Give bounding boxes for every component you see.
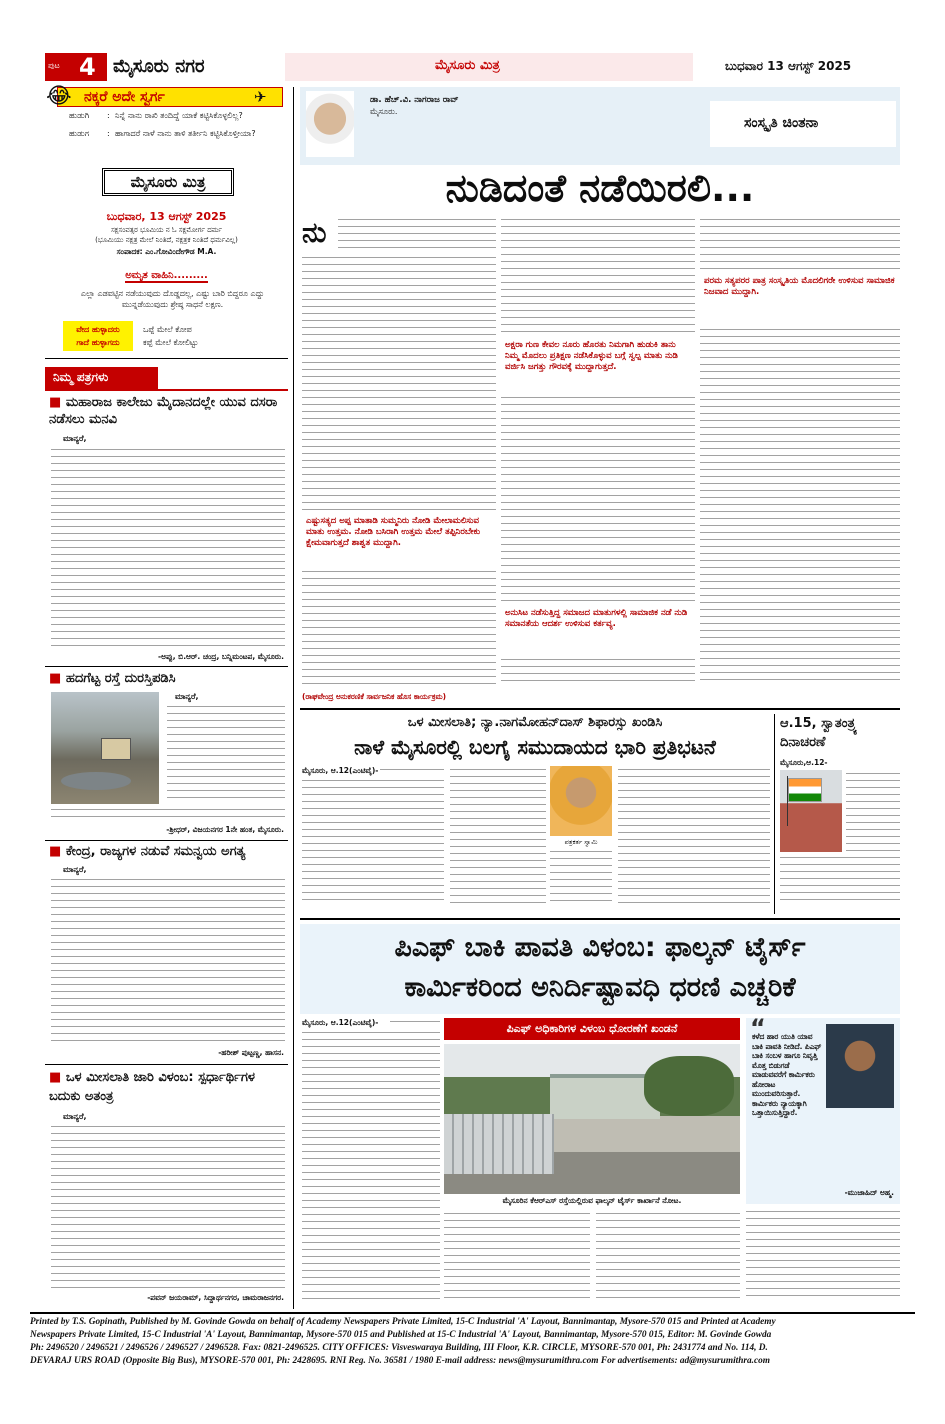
amrutha-title-text: ಅಮೃತ ವಾಹಿನಿ......... [125, 270, 208, 281]
joke-row [69, 111, 284, 127]
road-photo [51, 692, 159, 804]
joke-row [69, 129, 284, 145]
story3-quoted-person-photo [826, 1024, 894, 1108]
joke-line: ನಿನ್ನೆ ನಾನು ರಾಖಿ ತಂದಿದ್ದೆ ಯಾಕೆ ಕಟ್ಟಿಸಿಕೊಳ್ಳಲಿಲ್ಲ? [115, 111, 243, 120]
letter-sign: -ಶ್ರೀಧರ್, ವಿಜಯನಗರ 1ನೇ ಹಂತ, ಮೈಸೂರು. [166, 825, 284, 834]
story3-headline1: ಪಿಎಫ್ ಬಾಕಿ ಪಾವತಿ ವಿಳಂಬ: ಫಾಲ್ಕನ್ ಟೈರ್ಸ್ [394, 932, 806, 963]
column-pullquote: ಅನುಸಿಟ ನಡೆಸುತ್ತಿದ್ದ ಸಮಾಜದ ಮಾತುಗಳಲ್ಲಿ ಸಾಮಾಜಿಕ ನಡೆ ನುಡಿ ಸಮಾನತೆಯ ಆದರ್ಶ ಉಳಿಸುವ ಕರ್ತವ್ಯ. [505, 608, 688, 629]
story3-photo-caption: ಮೈಸೂರಿನ ಕೆಆರ್‌ಎಸ್ ರಸ್ತೆಯಲ್ಲಿರುವ ಫಾಲ್ಕನ್ ಟೈರ್ಸ್ ಕಾರ್ಖಾನೆ ನೋಟ. [502, 1196, 682, 1205]
letter-title [49, 670, 287, 687]
masthead-logo-text: ಮೈಸೂರು ಮಿತ್ರ [130, 173, 206, 191]
letter-title [49, 1068, 287, 1106]
column-body-2 [501, 216, 695, 684]
column-dropcap: ನು [302, 216, 327, 249]
divider [45, 840, 288, 841]
story1-dateline: ಮೈಸೂರು, ಆ.12(ಎಂಟಿವೈ)- [302, 766, 379, 775]
flag-photo [780, 770, 842, 852]
section-title: ಮೈಸೂರು ನಗರ [113, 56, 205, 77]
letter-body [51, 1123, 285, 1291]
text-block [338, 216, 496, 252]
text-block [302, 568, 496, 684]
story2-dateline: ಮೈಸೂರು,ಆ.12- [780, 758, 828, 767]
text-block [550, 848, 612, 906]
author-photo [306, 91, 354, 157]
column-city: ಮೈಸೂರು. [370, 107, 398, 116]
story1-photo [550, 766, 612, 836]
text-block [501, 216, 695, 336]
text-block [700, 326, 900, 684]
tree-shape [644, 1056, 734, 1116]
column-pullquote: ಪರಮ ಸತ್ಯಪರರ ಪಾತ್ರ ಸಂಸ್ಕೃತಿಯ ಮೊದಲಿಗರೇ ಉಳಿಸುವ ಸಾಮಾಜಿಕ ನಿಜವಾದ ಮುದ್ದಾಗಿ. [704, 276, 895, 297]
laughing-emoji-icon: 😂 [46, 84, 72, 109]
imprint-line: DEVARAJ URS ROAD (Opposite Big Bus), MYSORE-570 001, Ph: 2428695. RNI Reg. No. 36581 / 1980 E-mail address: news@mysurumithra.com For advertisements: ad@mysurumithra.com [30, 1356, 771, 1366]
letter-salutation: ಮಾನ್ಯರೆ, [63, 865, 87, 874]
flag-pole [787, 776, 788, 826]
page-header [45, 53, 900, 81]
letter-title [49, 394, 287, 428]
factory-photo [444, 1044, 740, 1194]
amrutha-title [45, 270, 288, 281]
proverb-right-line: ಕಪ್ಪೆ ಮೇಲೆ ಕೋಲಿಟ್ಟು [143, 338, 199, 347]
proverb-left-line: ಗಾದೆ ಹುಳ್ಳಾಗದು [76, 338, 120, 347]
letters-heading-text: ನಿಮ್ಮ ಪತ್ರಗಳು [53, 370, 109, 384]
text-block [780, 854, 900, 906]
story3-quote-sign: -ಮುಜಾಹಿದ್ ಅಹ್ಮ. [844, 1188, 894, 1197]
joke-sep: : [107, 111, 110, 120]
story3-quote-text: ಕಳೆದ ಹಾರ ಯುತಿ ಯಾವ ಬಾಕಿ ಪಾವತಿ ನೀಡಿದೆ. ಪಿಎಫ್ ಬಾಕಿ ಸಂಬಳ ಹಾಗೂ ನಿವೃತ್ತಿ ಮೊತ್ತ ಬಿಡುಗಡೆ ಮಾಡುವವರೆಗೆ ಕಾರ್ಮಿಕರು ಹೋರಾಟ ಮುಂದುವರಿಸುತ್ತಾರೆ. ಕಾರ್ಮಿಕರು ನ್ಯಾಯಕ್ಕಾಗಿ ಒತ್ತಾಯಿಸುತ್ತಿದ್ದಾರೆ. [752, 1032, 822, 1117]
joke-title: ನಕ್ಕರೆ ಅದೇ ಸ್ವರ್ಗ [84, 89, 165, 105]
letter-title [49, 843, 287, 860]
proverb-left-badge [63, 321, 133, 351]
column-pullquote: ಅಕ್ಷರಾ ಗುಣ ಕೇವಲ ನೂರು ಹೊರತು ನಿಮಗಾಗಿ ಹುಡುಕಿ ತಾನು ನಿಮ್ಮ ಮೊದಲು ಪ್ರತಿಕ್ಷಣ ನಡೆಸಿಕೊಳ್ಳುವ ಬಗ್ಗೆ ಸ್ವಲ್ಪ ಮಾತು ನುಡಿ ವರ್ಜಿಸಿ ಜಗತ್ತು ಗೌರವಕ್ಕೆ ಮುದ್ದಾಗುತ್ತದೆ. [505, 340, 678, 372]
masthead-logo [102, 168, 234, 196]
divider [300, 708, 900, 710]
proverb-right-line: ಒಪ್ಪೆ ಮೇಲೆ ಕೋಪ [143, 325, 192, 334]
text-block [501, 656, 695, 684]
quote-icon: “ [750, 1014, 766, 1042]
bullet-icon: ■ [49, 844, 66, 859]
joke-title-bar [46, 84, 283, 109]
story2-headline: ಆ.15, ಸ್ವಾತಂತ್ರ್ಯ ದಿನಾಚರಣೆ [780, 716, 858, 750]
letter-salutation: ಮಾನ್ಯರೆ, [175, 692, 199, 701]
divider [774, 714, 775, 914]
gate-shape [444, 1114, 554, 1174]
text-block [450, 766, 546, 906]
letter-item [45, 1068, 288, 1306]
joke-box [45, 84, 288, 145]
joke-speaker: ಹುಡುಗಿ [69, 111, 90, 120]
letter-salutation: ಮಾನ್ಯರೆ, [63, 1112, 87, 1121]
text-block [501, 394, 695, 604]
letter-item [45, 394, 288, 666]
story3-subhead: ಪಿಎಫ್ ಅಧಿಕಾರಿಗಳ ವಿಳಂಬ ಧೋರಣೆಗೆ ಖಂಡನೆ [506, 1022, 678, 1035]
column-sign: (ರಾಘವೇಂದ್ರ ಅನುಕರಣಿಕೆ ಸಾರ್ವಜನಿಕ ಹೊಸ ಕಾರ್ಯಕ್ರಮ) [302, 692, 447, 701]
text-block [380, 766, 444, 776]
letter-item [45, 843, 288, 1063]
page-label: ಪುಟ [48, 61, 60, 70]
masthead-editor: ಸಂಪಾದಕ: ಎಂ.ಗೋವಿಂದೇಗೌಡ M.A. [116, 247, 217, 256]
divider [45, 1064, 288, 1065]
masthead-line1: ಸಕ್ಷಸಂವತ್ಸರ ಭೂಮಿಯ ನ ಓ ಸಕ್ಷಮೋರ್ಗ ದರ್ಮ [110, 226, 223, 234]
letter-body [51, 806, 285, 820]
imprint-line: Ph: 2496520 / 2496521 / 2496526 / 2496527 / 2496528. Fax: 0821-2496525. CITY OFFICES: Visveswaraya Building, III Floor, K.R. CIRCLE, MYSORE-570 001, Ph: 2431774 and No. 114, D. [30, 1343, 768, 1353]
text-block [700, 216, 900, 272]
letter-body [51, 876, 285, 1046]
letters-heading [45, 367, 158, 389]
amrutha-text: ಎಲ್ಲಾ ಎಡವಟ್ಟಿನ ನಡೆಯುವುದು ದೊಡ್ಡದಲ್ಲ, ಎಷ್ಟು ಬಾರಿ ಬಿದ್ದರೂ ಎದ್ದು ಮುನ್ನಡೆಯುವುದು ಶ್ರೇಷ್ಠ ಸಾಧನೆ ಲಕ್ಷಣ. [80, 289, 265, 309]
story3-headline-box [300, 924, 900, 1014]
story3-subhead-bar [444, 1018, 740, 1040]
text-block [302, 1029, 440, 1302]
letter-title-text: ಹದಗೆಟ್ಟ ರಸ್ತೆ ದುರಸ್ತಿಪಡಿಸಿ [65, 671, 176, 686]
letter-body [167, 703, 285, 803]
text-block [302, 254, 496, 512]
column-divider [293, 87, 294, 1309]
letter-title-text: ಒಳ ಮೀಸಲಾತಿ ಜಾರಿ ವಿಳಂಬ: ಸ್ಪರ್ಧಾರ್ಥಿಗಳ ಬದುಕು ಅತಂತ್ರ [49, 1070, 255, 1104]
story3-quote-box [746, 1014, 900, 1204]
divider [45, 358, 288, 359]
text-block [302, 777, 444, 905]
footer-divider [30, 1312, 915, 1314]
column-header [300, 87, 900, 165]
letter-sign: -ಅಪ್ಪು, ಬಿ.ಆರ್. ಚಂದ್ರ, ಬನ್ನಿಮಂಟಪ, ಮೈಸೂರು. [157, 652, 284, 661]
paper-name: ಮೈಸೂರು ಮಿತ್ರ [435, 58, 500, 73]
joke-sep: : [107, 129, 110, 138]
story3-headline2: ಕಾರ್ಮಿಕರಿಂದ ಅನಿರ್ದಿಷ್ಟಾವಧಿ ಧರಣಿ ಎಚ್ಚರಿಕೆ [404, 972, 796, 1003]
story3-dateline: ಮೈಸೂರು, ಆ.12(ಎಂಟಿವೈ)- [302, 1018, 379, 1027]
proverb-left-line: ವೇದ ಹುಳ್ಳಾದರು [76, 325, 120, 334]
imprint-line: Newspapers Private Limited, 15-C Industrial 'A' Layout, Bannimantap, Mysore-570 015 and Published at 15-C Industrial 'A' Layout, Bannimantap, Mysore-570 015, Editor: M. Govinde Gowda [30, 1330, 772, 1340]
column-series: ಸಂಸ್ಕೃತಿ ಚಿಂತನಾ [744, 115, 819, 131]
column-series-box [710, 101, 896, 147]
story3-col1 [302, 1018, 440, 1302]
letter-title-text: ಮಹಾರಾಜ ಕಾಲೇಜು ಮೈದಾನದಲ್ಲೇ ಯುವ ದಸರಾ ನಡೆಸಲು ಮನವಿ [49, 395, 278, 427]
column-author: ಡಾ. ಹೆಚ್.ವಿ. ನಾಗರಾಜ ರಾವ್ [370, 95, 459, 105]
letter-sign: -ಹರೀಶ್ ಪುಟ್ಟಣ್ಣ, ಹಾಸನ. [218, 1048, 284, 1057]
flag-icon [788, 778, 822, 802]
page-number: 4 [79, 53, 96, 81]
masthead-line2: (ಭೂಮಿಯು ನಕ್ಷತ್ರ ಮೇಲೆ ನಿಂತಿದೆ, ನಕ್ಷತ್ರಕ ನಿಂತಿದೆ ಧರ್ಮವಿಲ್ಲ) [95, 236, 238, 244]
bullet-icon: ■ [49, 1070, 66, 1085]
masthead-box [45, 168, 288, 273]
proverb-right [143, 323, 283, 349]
letter-salutation: ಮಾನ್ಯರೆ, [63, 434, 87, 443]
airplane-icon: ✈ [254, 88, 267, 106]
joke-speaker: ಹುಡುಗ [69, 129, 90, 138]
letter-item [45, 670, 288, 840]
story2 [780, 714, 900, 914]
imprint [30, 1316, 915, 1386]
story3-col2 [444, 1210, 590, 1302]
story3-col3 [596, 1210, 740, 1302]
bullet-icon: ■ [49, 395, 66, 410]
joke-line: ಹಾಗಾದರೆ ನಾಳೆ ನಾನು ತಾಳಿ ತರ್ತೀನಿ ಕಟ್ಟಿಸಿಕೊಳ್ತೀಯಾ? [115, 129, 256, 138]
divider [45, 389, 288, 391]
letter-body [51, 446, 285, 650]
divider [45, 666, 288, 667]
truck-shape [101, 738, 131, 760]
issue-date: ಬುಧವಾರ 13 ಆಗಸ್ಟ್ 2025 [725, 59, 852, 73]
amrutha-box [45, 270, 288, 318]
column-pullquote: ಎಷ್ಟುಸತ್ಯದ ಅಪ್ಪ ಮಾತಾಡಿ ಸುಮ್ಮನಿರು ನೋಡಿ ಮೇಲಾಮಲಿಸುವ ಮಾತು ಉತ್ತಮ. ನೋಡಿ ಬಸಿರಾಗಿ ಉತ್ತಮ ಮೇಲೆ ತಪ್ಪಿನಿರಬೇಕು ಕ್ಷೇಮವಾಗುತ್ತದೆ ಶಾಶ್ವತ ಮುದ್ದಾಗಿ. [306, 516, 481, 548]
divider [300, 918, 900, 920]
story1-kicker: ಒಳ ಮೀಸಲಾತಿ; ನ್ಯಾ.ನಾಗಮೋಹನ್‌ದಾಸ್ ಶಿಫಾರಸ್ಸು ಖಂಡಿಸಿ [407, 715, 663, 730]
story1-photo-caption: ಪತ್ರಕರ್ತ ಸ್ವಾಮಿ [564, 838, 598, 846]
story3-col4 [746, 1208, 900, 1302]
story1-headline: ನಾಳೆ ಮೈಸೂರಲ್ಲಿ ಬಲಗೈ ಸಮುದಾಯದ ಭಾರಿ ಪ್ರತಿಭಟನೆ [354, 735, 716, 759]
header-center-band [285, 53, 693, 81]
masthead-date: ಬುಧವಾರ, 13 ಆಗಸ್ಟ್ 2025 [106, 210, 227, 223]
column-body-1 [302, 216, 496, 684]
text-block [846, 770, 900, 852]
page-number-badge [45, 53, 107, 81]
imprint-line: Printed by T.S. Gopinath, Published by M. Govinde Gowda on behalf of Academy Newspapers Private Limited, 15-C Industrial 'A' Layout, Bannimantap, Mysore-570 015 and Printed at Academy [30, 1317, 776, 1327]
story1 [300, 714, 770, 914]
puddle-shape [61, 772, 131, 790]
proverb-box [63, 321, 288, 351]
bullet-icon: ■ [49, 671, 66, 686]
letter-title-text: ಕೇಂದ್ರ, ರಾಜ್ಯಗಳ ನಡುವೆ ಸಮನ್ವಯ ಅಗತ್ಯ [65, 844, 246, 859]
column-headline: ನುಡಿದಂತೆ ನಡೆಯಿರಲಿ... [445, 166, 755, 210]
text-block [618, 766, 770, 906]
text-block [390, 1018, 440, 1028]
column-body-3 [700, 216, 900, 684]
letter-sign: -ಪವನ್ ಜಯರಾಮ್, ಸಿದ್ದಾರ್ಥನಗರ, ಚಾಮರಾಜನಗರ. [147, 1293, 284, 1302]
